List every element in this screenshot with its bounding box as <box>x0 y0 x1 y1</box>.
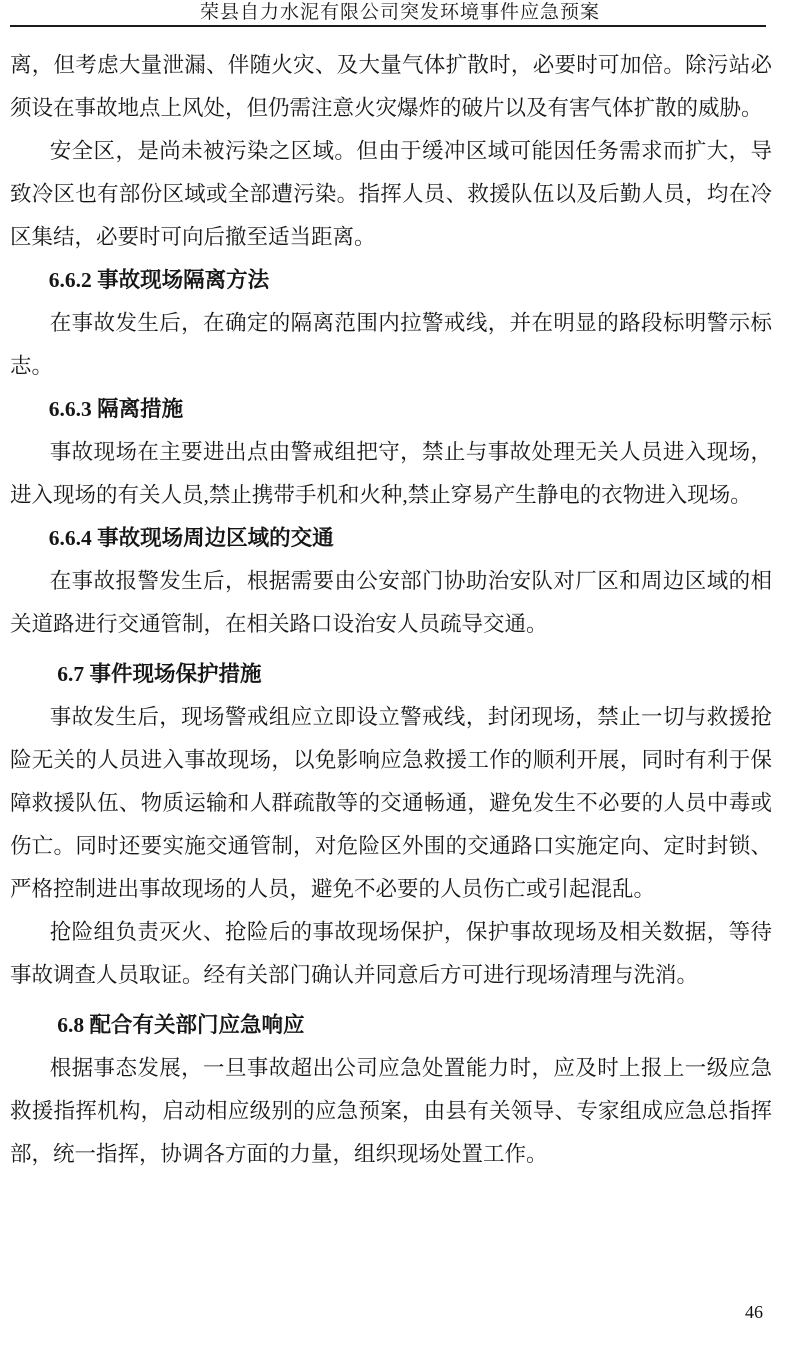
paragraph-continuation: 离，但考虑大量泄漏、伴随火灾、及大量气体扩散时，必要时可加倍。除污站必须设在事故地点上风处，但仍需注意火灾爆炸的破片以及有害气体扩散的威胁。 <box>10 53 772 120</box>
paragraph-traffic-control: 在事故报警发生后，根据需要由公安部门协助治安队对厂区和周边区域的相关道路进行交通管制，在相关路口设治安人员疏导交通。 <box>10 569 772 636</box>
paragraph-safety-zone: 安全区，是尚未被污染之区域。但由于缓冲区域可能因任务需求而扩大，导致冷区也有部份区域或全部遭污染。指挥人员、救援队伍以及后勤人员，均在冷区集结，必要时可向后撤至适当距离。 <box>10 139 772 249</box>
page-number: 46 <box>745 1302 763 1322</box>
document-body <box>10 44 772 1176</box>
document-header-title: 荣县自力水泥有限公司突发环境事件应急预案 <box>199 2 600 23</box>
header-divider <box>10 25 766 27</box>
paragraph-isolation-measures: 事故现场在主要进出点由警戒组把守，禁止与事故处理无关人员进入现场，进入现场的有关人员,禁止携带手机和火种,禁止穿易产生静电的衣物进入现场。 <box>10 440 772 507</box>
paragraph-isolation-method: 在事故发生后，在确定的隔离范围内拉警戒线，并在明显的路段标明警示标志。 <box>10 311 772 378</box>
section-heading-6-6-4: 6.6.4 事故现场周边区域的交通 <box>48 526 334 550</box>
paragraph-scene-protection: 事故发生后，现场警戒组应立即设立警戒线，封闭现场，禁止一切与救援抢险无关的人员进入事故现场，以免影响应急救援工作的顺利开展，同时有利于保障救援队伍、物质运输和人群疏散等的交通畅通，避免发生不必要的人员中毒或伤亡。同时还要实施交通管制，对危险区外围的交通路口实施定向、定时封锁、严格控制进出事故现场的人员，避免不必要的人员伤亡或引起混乱。 <box>10 705 772 901</box>
section-heading-6-6-3: 6.6.3 隔离措施 <box>48 397 184 421</box>
section-heading-6-6-2: 6.6.2 事故现场隔离方法 <box>48 268 270 292</box>
page-header <box>0 0 800 27</box>
section-heading-6-7: 6.7 事件现场保护措施 <box>57 662 262 686</box>
section-heading-6-8: 6.8 配合有关部门应急响应 <box>57 1013 305 1037</box>
paragraph-escalation: 根据事态发展，一旦事故超出公司应急处置能力时，应及时上报上一级应急救援指挥机构，启动相应级别的应急预案，由县有关领导、专家组成应急总指挥部，统一指挥，协调各方面的力量，组织现场处置工作。 <box>10 1056 772 1166</box>
paragraph-rescue-group: 抢险组负责灭火、抢险后的事故现场保护，保护事故现场及相关数据，等待事故调查人员取证。经有关部门确认并同意后方可进行现场清理与洗消。 <box>10 920 772 987</box>
